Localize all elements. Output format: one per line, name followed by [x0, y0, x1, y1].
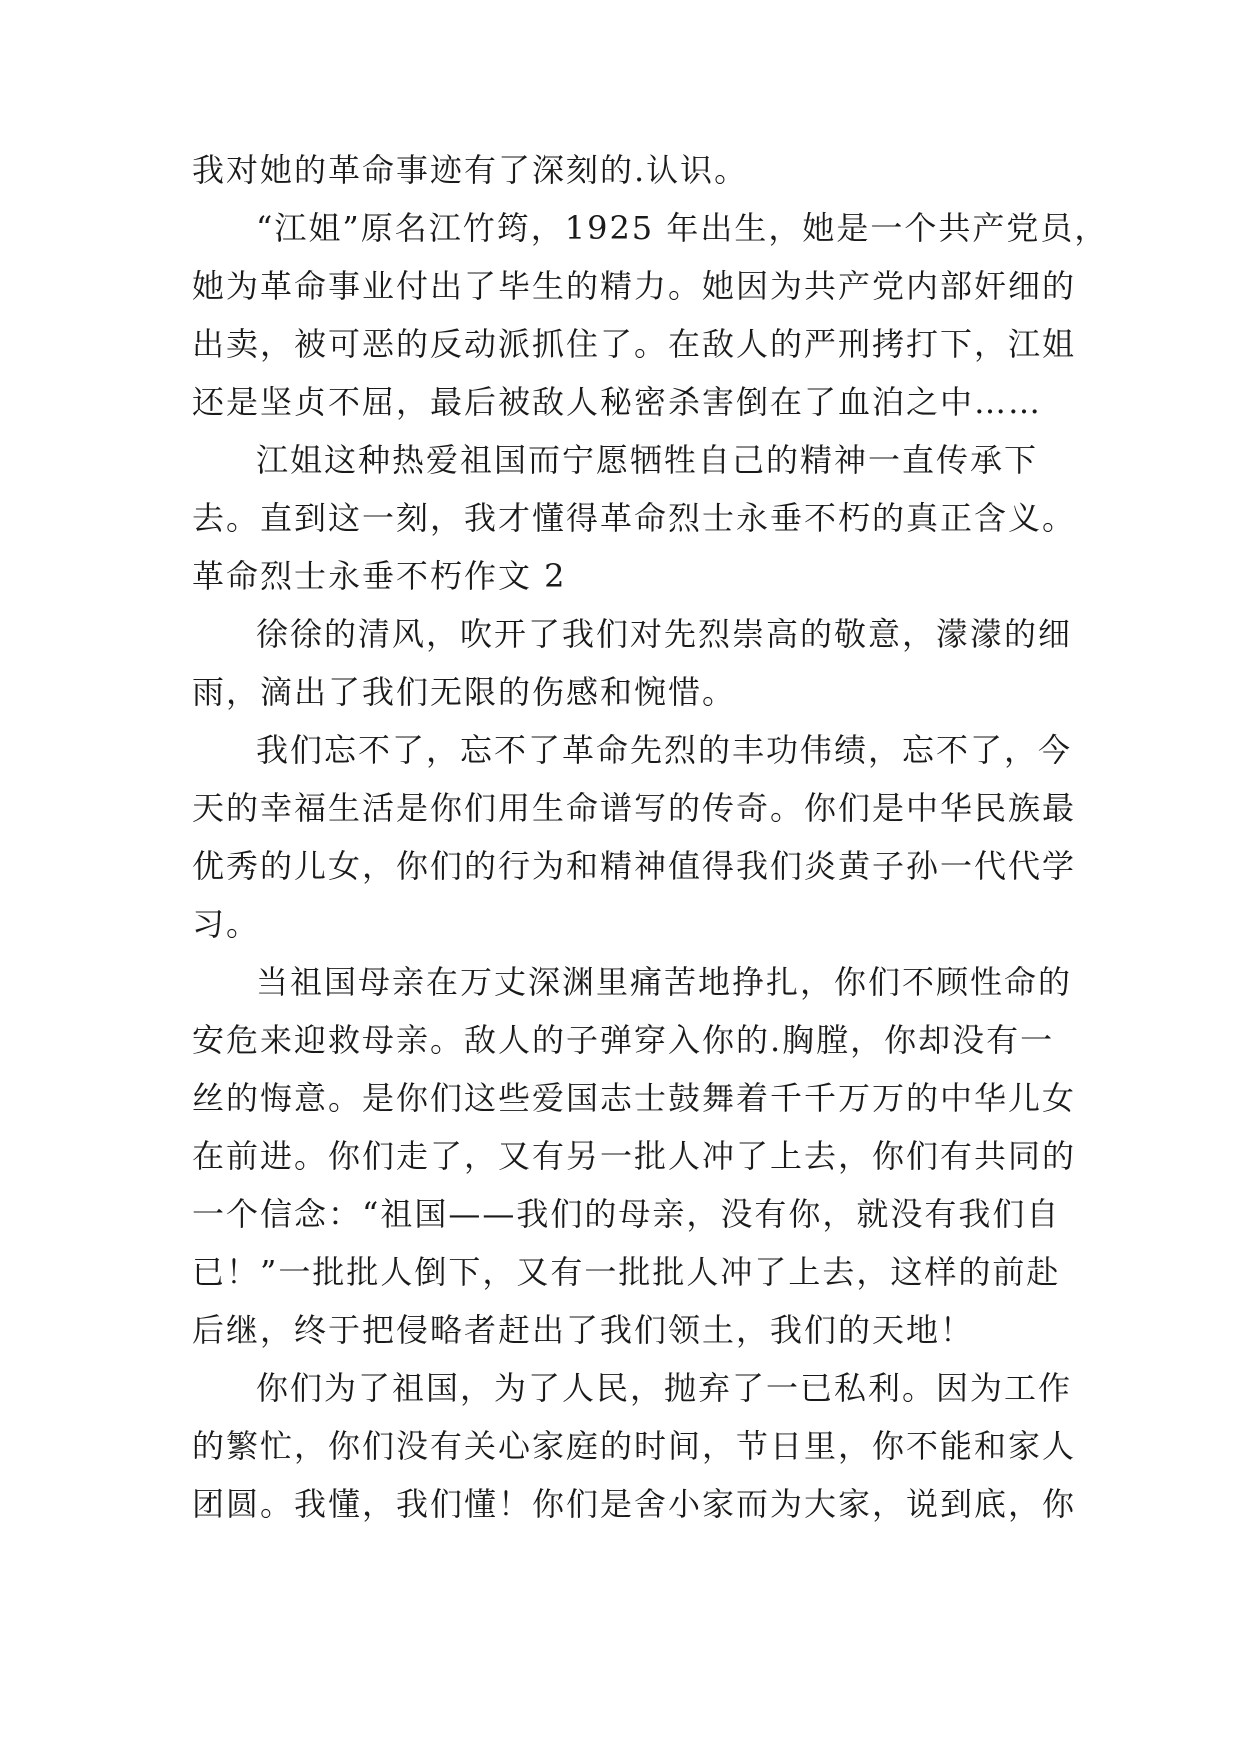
essay-heading: 革命烈士永垂不朽作文 2: [192, 557, 567, 595]
text-line: 已！”一批批人倒下，又有一批批人冲了上去，这样的前赴: [192, 1253, 1061, 1291]
paragraph-first-line: 江姐这种热爱祖国而宁愿牺牲自己的精神一直传承下: [256, 441, 1039, 479]
text-line: 天的幸福生活是你们用生命谱写的传奇。你们是中华民族最: [192, 789, 1077, 827]
text-line: 雨，滴出了我们无限的伤感和惋惜。: [192, 673, 737, 711]
text-line: 去。直到这一刻，我才懂得革命烈士永垂不朽的真正含义。: [192, 499, 1077, 537]
text-line: 团圆。我懂，我们懂！你们是舍小家而为大家，说到底，你: [192, 1485, 1077, 1523]
paragraph-first-line: 徐徐的清风，吹开了我们对先烈崇高的敬意，濛濛的细: [256, 615, 1073, 653]
text-line: 习。: [192, 905, 261, 943]
paragraph-first-line: 你们为了祖国，为了人民，抛弃了一已私利。因为工作: [256, 1369, 1073, 1407]
text-line: 优秀的儿女，你们的行为和精神值得我们炎黄子孙一代代学: [192, 847, 1077, 885]
text-line: 在前进。你们走了，又有另一批人冲了上去，你们有共同的: [192, 1137, 1077, 1175]
paragraph-first-line: “江姐”原名江竹筠，1925 年出生，她是一个共产党员，: [256, 209, 1109, 247]
text-line: 一个信念：“祖国——我们的母亲，没有你，就没有我们自: [192, 1195, 1061, 1233]
text-line: 我对她的革命事迹有了深刻的.认识。: [192, 151, 749, 189]
text-line: 安危来迎救母亲。敌人的子弹穿入你的.胸膛，你却没有一: [192, 1021, 1055, 1059]
text-line: 出卖，被可恶的反动派抓住了。在敌人的严刑拷打下，江姐: [192, 325, 1077, 363]
text-line: 后继，终于把侵略者赶出了我们领土，我们的天地！: [192, 1311, 975, 1349]
text-line: 还是坚贞不屈，最后被敌人秘密杀害倒在了血泊之中……: [192, 383, 1043, 421]
paragraph-first-line: 我们忘不了，忘不了革命先烈的丰功伟绩，忘不了，今: [256, 731, 1073, 769]
text-line: 她为革命事业付出了毕生的精力。她因为共产党内部奸细的: [192, 267, 1077, 305]
paragraph-first-line: 当祖国母亲在万丈深渊里痛苦地挣扎，你们不顾性命的: [256, 963, 1073, 1001]
text-line: 的繁忙，你们没有关心家庭的时间，节日里，你不能和家人: [192, 1427, 1077, 1465]
text-line: 丝的悔意。是你们这些爱国志士鼓舞着千千万万的中华儿女: [192, 1079, 1077, 1117]
